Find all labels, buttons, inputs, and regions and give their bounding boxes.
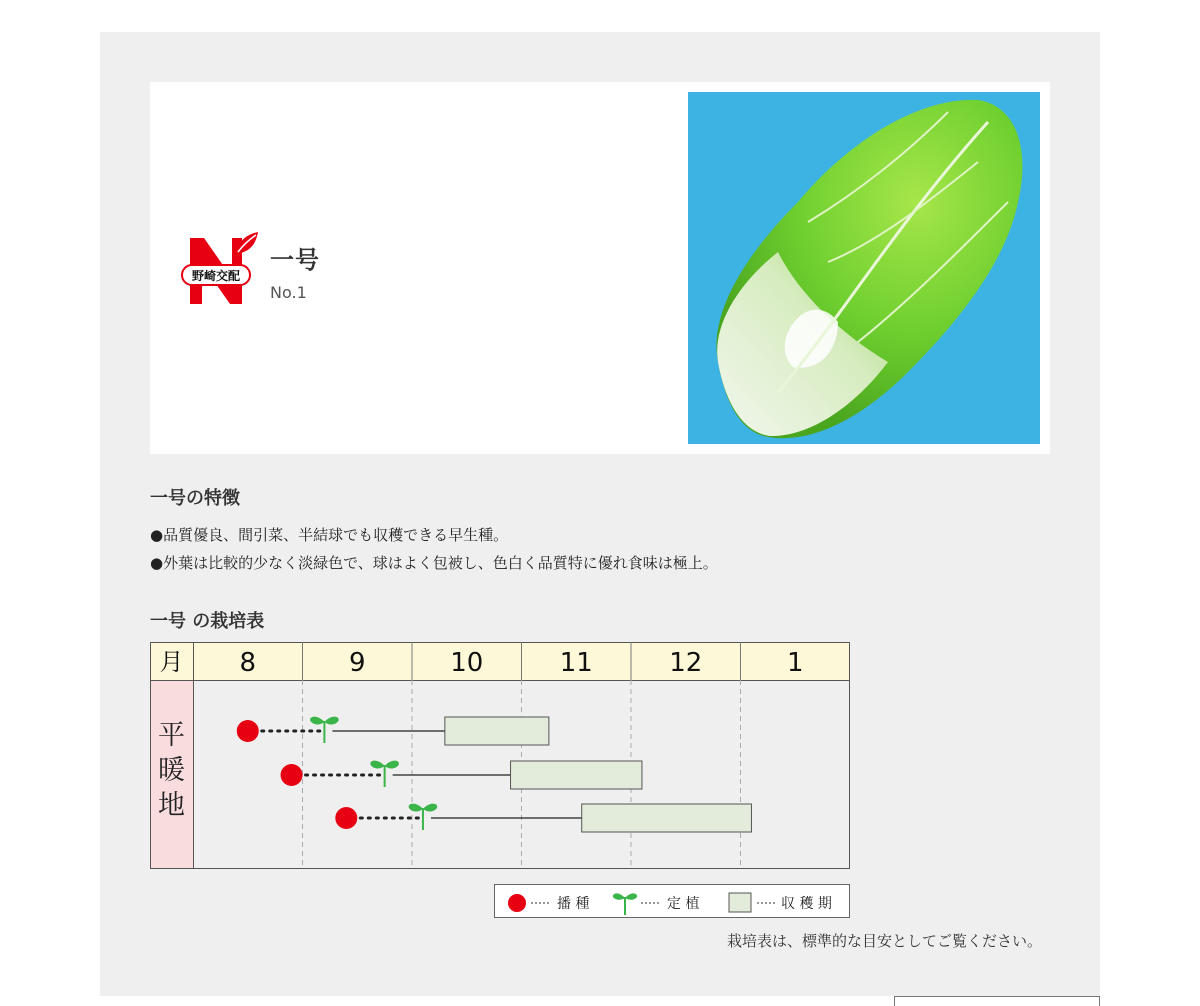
region-label — [158, 720, 185, 821]
sowing-marker — [335, 807, 357, 829]
month-header-label: 月 — [159, 648, 184, 676]
product-name-en: No.1 — [270, 283, 307, 302]
brand-badge: 野崎交配 — [191, 269, 241, 283]
feature-item-2: ●外葉は比較的少なく淡緑色で、球はよく包被し、色白く品質特に優れ食味は極上。 — [150, 554, 718, 572]
corner-tab — [894, 996, 1100, 1006]
schedule-heading: 一号 の栽培表 — [150, 611, 265, 632]
chart-legend — [494, 884, 850, 918]
month-label: 11 — [559, 648, 593, 678]
planting-legend-label: 定 植 — [667, 896, 700, 912]
cabbage-illustration — [688, 92, 1040, 444]
harvest-bar — [582, 804, 752, 832]
sowing-marker — [281, 764, 303, 786]
region-char: 暖 — [158, 755, 185, 786]
month-label: 8 — [239, 648, 257, 678]
feature-item-1: ●品質優良、間引菜、半結球でも収穫できる早生種。 — [150, 526, 509, 544]
features-heading: 一号の特徴 — [150, 488, 240, 509]
sowing-marker — [237, 720, 259, 742]
month-label: 1 — [786, 648, 804, 678]
schedule-row — [281, 761, 642, 789]
harvest-bar — [445, 717, 549, 745]
cultivation-chart — [150, 642, 850, 869]
harvest-bar — [511, 761, 642, 789]
month-label: 9 — [348, 648, 366, 678]
product-header — [150, 82, 1050, 454]
schedule-row — [237, 717, 549, 745]
region-char: 地 — [158, 790, 185, 821]
sowing-legend-icon — [508, 894, 526, 912]
schedule-note: 栽培表は、標準的な目安としてご覧ください。 — [726, 932, 1042, 950]
planting-legend-icon — [613, 893, 637, 915]
month-label: 12 — [669, 648, 703, 678]
planting-marker — [409, 804, 438, 830]
product-name: 一号 — [270, 246, 320, 274]
region-char: 平 — [158, 720, 185, 751]
month-label: 10 — [450, 648, 484, 678]
schedule-row — [335, 804, 751, 832]
harvest-legend-icon — [729, 893, 751, 912]
sowing-legend-label: 播 種 — [557, 896, 590, 912]
nozaki-logo — [180, 230, 260, 310]
planting-marker — [310, 717, 339, 743]
harvest-legend-label: 収 穫 期 — [781, 896, 832, 912]
planting-marker — [370, 761, 399, 787]
product-photo — [688, 92, 1040, 444]
